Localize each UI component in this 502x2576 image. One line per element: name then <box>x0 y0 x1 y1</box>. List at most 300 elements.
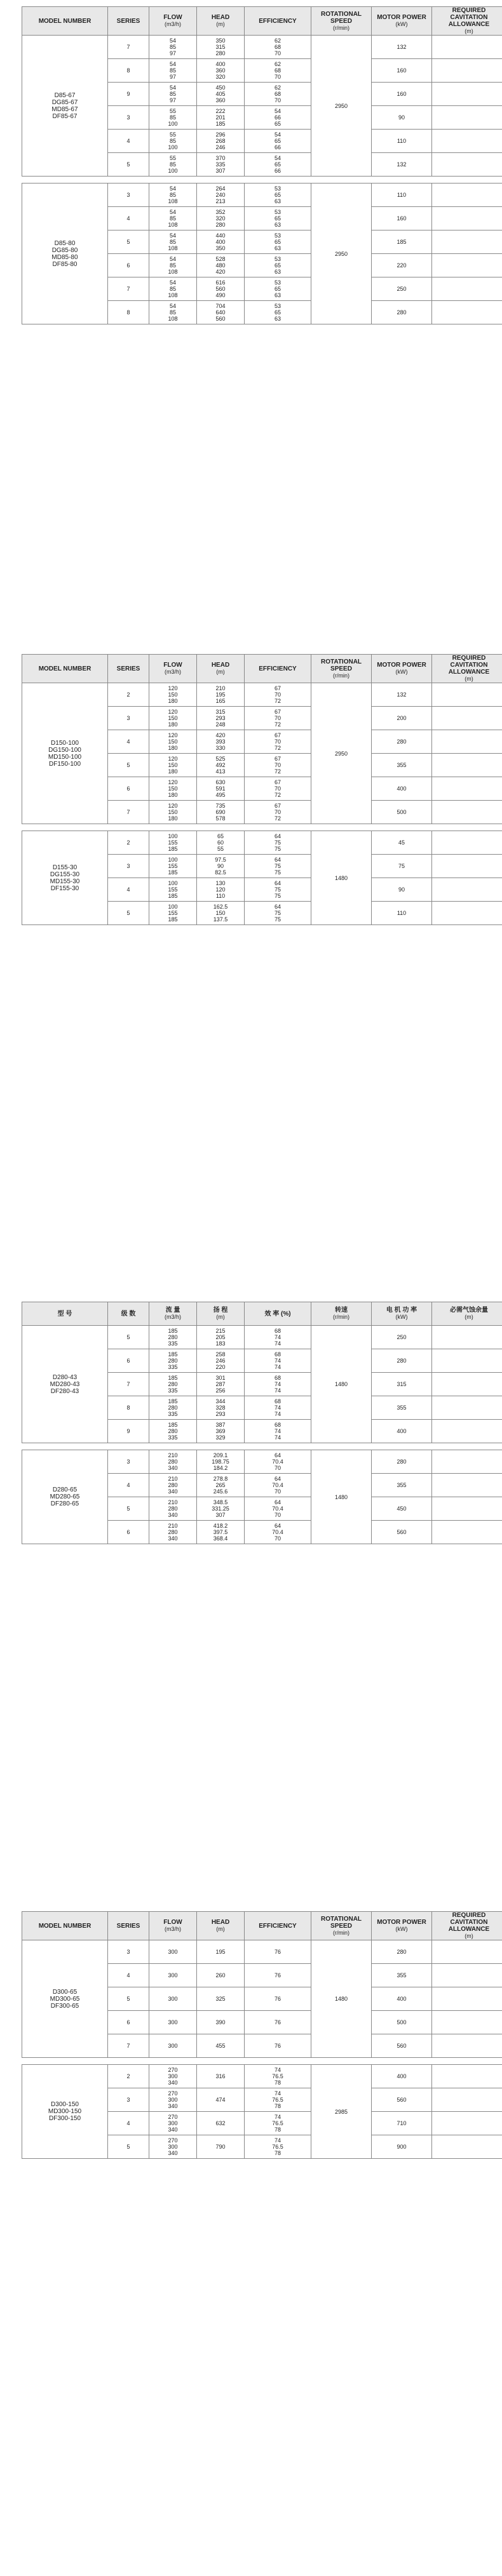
power-cell: 132 <box>372 683 432 707</box>
power-cell: 132 <box>372 153 432 177</box>
series-cell: 7 <box>108 277 149 301</box>
head-cell: 344 328 293 <box>197 1396 245 1420</box>
npsh-cell <box>432 106 502 130</box>
header-model: MODEL NUMBER <box>22 7 108 36</box>
eff-cell: 62 68 70 <box>245 83 311 106</box>
series-cell: 3 <box>108 1450 149 1474</box>
flow-cell: 185 280 335 <box>149 1349 197 1373</box>
table-row <box>22 1450 502 1474</box>
eff-cell: 64 75 75 <box>245 902 311 925</box>
npsh-cell <box>432 1349 502 1373</box>
eff-cell: 68 74 74 <box>245 1420 311 1443</box>
power-cell: 250 <box>372 277 432 301</box>
npsh-cell <box>432 1450 502 1474</box>
header-speed: ROTATIONAL SPEED (r/min) <box>311 655 372 683</box>
header-power: 电 机 功 率 (kW) <box>372 1302 432 1326</box>
series-cell: 9 <box>108 1420 149 1443</box>
eff-cell: 53 65 63 <box>245 277 311 301</box>
flow-cell: 300 <box>149 2034 197 2058</box>
npsh-cell <box>432 2112 502 2135</box>
series-cell: 5 <box>108 754 149 777</box>
eff-cell: 64 75 75 <box>245 855 311 878</box>
head-cell: 352 320 280 <box>197 207 245 230</box>
power-cell: 90 <box>372 106 432 130</box>
power-cell: 200 <box>372 707 432 730</box>
flow-cell: 210 280 340 <box>149 1474 197 1497</box>
flow-cell: 55 85 100 <box>149 130 197 153</box>
eff-cell: 64 70.4 70 <box>245 1521 311 1544</box>
flow-cell: 54 85 108 <box>149 277 197 301</box>
series-cell: 7 <box>108 1373 149 1396</box>
power-cell: 355 <box>372 754 432 777</box>
eff-cell: 53 65 63 <box>245 301 311 324</box>
npsh-cell <box>432 707 502 730</box>
head-cell: 195 <box>197 1940 245 1964</box>
table-3 <box>22 1302 488 1544</box>
power-cell: 355 <box>372 1964 432 1987</box>
npsh-cell <box>432 902 502 925</box>
npsh-cell <box>432 2135 502 2159</box>
flow-cell: 54 85 108 <box>149 301 197 324</box>
npsh-cell <box>432 777 502 801</box>
flow-cell: 120 150 180 <box>149 683 197 707</box>
series-cell: 3 <box>108 184 149 207</box>
head-cell: 370 335 307 <box>197 153 245 177</box>
eff-cell: 64 70.4 70 <box>245 1450 311 1474</box>
head-cell: 450 405 360 <box>197 83 245 106</box>
series-cell: 2 <box>108 2065 149 2088</box>
header-efficiency: EFFICIENCY <box>245 655 311 683</box>
model-cell: D280-43 MD280-43 DF280-43 <box>22 1326 108 1443</box>
power-cell: 185 <box>372 230 432 254</box>
npsh-cell <box>432 801 502 824</box>
flow-cell: 185 280 335 <box>149 1373 197 1396</box>
npsh-cell <box>432 855 502 878</box>
series-cell: 6 <box>108 777 149 801</box>
header-flow: FLOW (m3/h) <box>149 7 197 36</box>
npsh-cell <box>432 1326 502 1349</box>
power-cell: 160 <box>372 59 432 83</box>
npsh-cell <box>432 754 502 777</box>
table-row <box>22 1326 502 1349</box>
eff-cell: 64 70.4 70 <box>245 1497 311 1521</box>
header-power: MOTOR POWER (kW) <box>372 655 432 683</box>
table-row <box>22 2065 502 2088</box>
header-power: MOTOR POWER (kW) <box>372 7 432 36</box>
series-cell: 4 <box>108 2112 149 2135</box>
head-cell: 65 60 55 <box>197 831 245 855</box>
power-cell: 280 <box>372 1450 432 1474</box>
flow-cell: 120 150 180 <box>149 707 197 730</box>
flow-cell: 270 300 340 <box>149 2065 197 2088</box>
npsh-cell <box>432 1521 502 1544</box>
header-head: HEAD (m) <box>197 1912 245 1940</box>
npsh-cell <box>432 730 502 754</box>
series-cell: 6 <box>108 1521 149 1544</box>
npsh-cell <box>432 2011 502 2034</box>
model-cell: D85-67 DG85-67 MD85-67 DF85-67 <box>22 36 108 177</box>
power-cell: 400 <box>372 2065 432 2088</box>
series-cell: 5 <box>108 153 149 177</box>
series-cell: 5 <box>108 2135 149 2159</box>
head-cell: 400 360 320 <box>197 59 245 83</box>
eff-cell: 67 70 72 <box>245 801 311 824</box>
flow-cell: 120 150 180 <box>149 777 197 801</box>
speed-cell: 2950 <box>311 36 372 177</box>
speed-cell: 2950 <box>311 683 372 824</box>
head-cell: 350 315 280 <box>197 36 245 59</box>
flow-cell: 300 <box>149 2011 197 2034</box>
eff-cell: 74 76.5 78 <box>245 2065 311 2088</box>
head-cell: 474 <box>197 2088 245 2112</box>
head-cell: 97.5 90 82.5 <box>197 855 245 878</box>
npsh-cell <box>432 130 502 153</box>
series-cell: 8 <box>108 59 149 83</box>
power-cell: 400 <box>372 1420 432 1443</box>
power-cell: 355 <box>372 1396 432 1420</box>
eff-cell: 74 76.5 78 <box>245 2112 311 2135</box>
eff-cell: 76 <box>245 2034 311 2058</box>
table-row <box>22 36 502 59</box>
npsh-cell <box>432 2065 502 2088</box>
series-cell: 3 <box>108 855 149 878</box>
series-cell: 6 <box>108 254 149 277</box>
npsh-cell <box>432 878 502 902</box>
flow-cell: 185 280 335 <box>149 1396 197 1420</box>
head-cell: 735 690 578 <box>197 801 245 824</box>
series-cell: 7 <box>108 36 149 59</box>
power-cell: 900 <box>372 2135 432 2159</box>
power-cell: 45 <box>372 831 432 855</box>
header-speed: ROTATIONAL SPEED (r/min) <box>311 1912 372 1940</box>
npsh-cell <box>432 1396 502 1420</box>
eff-cell: 54 66 65 <box>245 106 311 130</box>
power-cell: 450 <box>372 1497 432 1521</box>
flow-cell: 54 85 97 <box>149 36 197 59</box>
power-cell: 160 <box>372 83 432 106</box>
flow-cell: 54 85 108 <box>149 254 197 277</box>
npsh-cell <box>432 1420 502 1443</box>
flow-cell: 185 280 335 <box>149 1326 197 1349</box>
series-cell: 6 <box>108 2011 149 2034</box>
head-cell: 390 <box>197 2011 245 2034</box>
power-cell: 710 <box>372 2112 432 2135</box>
speed-cell: 1480 <box>311 1450 372 1544</box>
flow-cell: 120 150 180 <box>149 730 197 754</box>
power-cell: 280 <box>372 301 432 324</box>
header-npsh: REQUIRED CAVITATION ALLOWANCE (m) <box>432 7 502 36</box>
eff-cell: 68 74 74 <box>245 1326 311 1349</box>
power-cell: 110 <box>372 902 432 925</box>
header-efficiency: 效 率 (%) <box>245 1302 311 1326</box>
power-cell: 400 <box>372 777 432 801</box>
npsh-cell <box>432 184 502 207</box>
head-cell: 315 293 248 <box>197 707 245 730</box>
flow-cell: 54 85 108 <box>149 207 197 230</box>
head-cell: 209.1 198.75 184.2 <box>197 1450 245 1474</box>
table-row <box>22 831 502 855</box>
series-cell: 4 <box>108 130 149 153</box>
eff-cell: 64 75 75 <box>245 878 311 902</box>
power-cell: 560 <box>372 1521 432 1544</box>
speed-cell: 2950 <box>311 184 372 324</box>
head-cell: 528 480 420 <box>197 254 245 277</box>
series-cell: 3 <box>108 707 149 730</box>
table-4 <box>22 1911 490 2159</box>
table-row <box>22 184 502 207</box>
head-cell: 325 <box>197 1987 245 2011</box>
npsh-cell <box>432 2034 502 2058</box>
flow-cell: 54 85 97 <box>149 83 197 106</box>
flow-cell: 54 85 108 <box>149 184 197 207</box>
flow-cell: 54 85 108 <box>149 230 197 254</box>
npsh-cell <box>432 1964 502 1987</box>
series-cell: 3 <box>108 1940 149 1964</box>
power-cell: 132 <box>372 36 432 59</box>
power-cell: 75 <box>372 855 432 878</box>
eff-cell: 67 70 72 <box>245 777 311 801</box>
power-cell: 110 <box>372 184 432 207</box>
power-cell: 500 <box>372 801 432 824</box>
head-cell: 387 369 329 <box>197 1420 245 1443</box>
head-cell: 525 492 413 <box>197 754 245 777</box>
header-power: MOTOR POWER (kW) <box>372 1912 432 1940</box>
head-cell: 632 <box>197 2112 245 2135</box>
npsh-cell <box>432 301 502 324</box>
power-cell: 90 <box>372 878 432 902</box>
npsh-cell <box>432 1373 502 1396</box>
head-cell: 420 393 330 <box>197 730 245 754</box>
npsh-cell <box>432 83 502 106</box>
npsh-cell <box>432 153 502 177</box>
eff-cell: 74 76.5 78 <box>245 2135 311 2159</box>
series-cell: 5 <box>108 902 149 925</box>
table-row <box>22 683 502 707</box>
header-head: 扬 程 (m) <box>197 1302 245 1326</box>
flow-cell: 100 155 185 <box>149 902 197 925</box>
header-npsh: REQUIRED CAVITATION ALLOWANCE (m) <box>432 655 502 683</box>
series-cell: 2 <box>108 831 149 855</box>
speed-cell: 2985 <box>311 2065 372 2159</box>
head-cell: 215 205 183 <box>197 1326 245 1349</box>
flow-cell: 120 150 180 <box>149 754 197 777</box>
series-cell: 8 <box>108 1396 149 1420</box>
series-cell: 4 <box>108 730 149 754</box>
flow-cell: 270 300 340 <box>149 2135 197 2159</box>
model-cell: D155-30 DG155-30 MD155-30 DF155-30 <box>22 831 108 925</box>
header-efficiency: EFFICIENCY <box>245 7 311 36</box>
series-cell: 8 <box>108 301 149 324</box>
eff-cell: 53 65 63 <box>245 230 311 254</box>
head-cell: 162.5 150 137.5 <box>197 902 245 925</box>
head-cell: 130 120 110 <box>197 878 245 902</box>
head-cell: 222 201 185 <box>197 106 245 130</box>
power-cell: 500 <box>372 2011 432 2034</box>
flow-cell: 185 280 335 <box>149 1420 197 1443</box>
power-cell: 355 <box>372 1474 432 1497</box>
series-cell: 3 <box>108 2088 149 2112</box>
eff-cell: 76 <box>245 1940 311 1964</box>
power-cell: 560 <box>372 2088 432 2112</box>
head-cell: 296 268 246 <box>197 130 245 153</box>
eff-cell: 68 74 74 <box>245 1373 311 1396</box>
series-cell: 7 <box>108 801 149 824</box>
header-series: 级 数 <box>108 1302 149 1326</box>
header-head: HEAD (m) <box>197 7 245 36</box>
head-cell: 210 195 165 <box>197 683 245 707</box>
header-series: SERIES <box>108 1912 149 1940</box>
header-model: MODEL NUMBER <box>22 1912 108 1940</box>
speed-cell: 1480 <box>311 831 372 925</box>
npsh-cell <box>432 36 502 59</box>
eff-cell: 64 70.4 70 <box>245 1474 311 1497</box>
flow-cell: 270 300 340 <box>149 2088 197 2112</box>
eff-cell: 76 <box>245 1987 311 2011</box>
model-cell: D280-65 MD280-65 DF280-65 <box>22 1450 108 1544</box>
series-cell: 6 <box>108 1349 149 1373</box>
head-cell: 258 246 220 <box>197 1349 245 1373</box>
flow-cell: 120 150 180 <box>149 801 197 824</box>
flow-cell: 100 155 185 <box>149 855 197 878</box>
flow-cell: 55 85 100 <box>149 106 197 130</box>
npsh-cell <box>432 277 502 301</box>
table-1 <box>22 6 490 324</box>
header-flow: FLOW (m3/h) <box>149 1912 197 1940</box>
head-cell: 260 <box>197 1964 245 1987</box>
power-cell: 280 <box>372 1349 432 1373</box>
head-cell: 278.8 265 245.6 <box>197 1474 245 1497</box>
table-2 <box>22 654 490 925</box>
flow-cell: 210 280 340 <box>149 1497 197 1521</box>
series-cell: 5 <box>108 230 149 254</box>
eff-cell: 53 65 63 <box>245 184 311 207</box>
power-cell: 220 <box>372 254 432 277</box>
npsh-cell <box>432 230 502 254</box>
power-cell: 110 <box>372 130 432 153</box>
series-cell: 4 <box>108 1964 149 1987</box>
eff-cell: 67 70 72 <box>245 730 311 754</box>
power-cell: 280 <box>372 1940 432 1964</box>
eff-cell: 68 74 74 <box>245 1349 311 1373</box>
flow-cell: 100 155 185 <box>149 878 197 902</box>
flow-cell: 300 <box>149 1964 197 1987</box>
npsh-cell <box>432 1940 502 1964</box>
eff-cell: 54 65 66 <box>245 153 311 177</box>
npsh-cell <box>432 2088 502 2112</box>
power-cell: 160 <box>372 207 432 230</box>
eff-cell: 53 65 63 <box>245 207 311 230</box>
head-cell: 455 <box>197 2034 245 2058</box>
series-cell: 5 <box>108 1987 149 2011</box>
series-cell: 4 <box>108 207 149 230</box>
eff-cell: 76 <box>245 2011 311 2034</box>
series-cell: 9 <box>108 83 149 106</box>
header-model: 型 号 <box>22 1302 108 1326</box>
eff-cell: 76 <box>245 1964 311 1987</box>
flow-cell: 300 <box>149 1987 197 2011</box>
npsh-cell <box>432 831 502 855</box>
header-series: SERIES <box>108 7 149 36</box>
eff-cell: 67 70 72 <box>245 683 311 707</box>
header-flow: FLOW (m3/h) <box>149 655 197 683</box>
npsh-cell <box>432 207 502 230</box>
head-cell: 616 560 490 <box>197 277 245 301</box>
head-cell: 316 <box>197 2065 245 2088</box>
series-cell: 5 <box>108 1326 149 1349</box>
head-cell: 264 240 213 <box>197 184 245 207</box>
eff-cell: 62 68 70 <box>245 36 311 59</box>
flow-cell: 54 85 97 <box>149 59 197 83</box>
model-cell: D300-65 MD300-65 DF300-65 <box>22 1940 108 2058</box>
flow-cell: 55 85 100 <box>149 153 197 177</box>
npsh-cell <box>432 1497 502 1521</box>
series-cell: 4 <box>108 878 149 902</box>
header-model: MODEL NUMBER <box>22 655 108 683</box>
power-cell: 400 <box>372 1987 432 2011</box>
npsh-cell <box>432 1987 502 2011</box>
eff-cell: 67 70 72 <box>245 707 311 730</box>
npsh-cell <box>432 1474 502 1497</box>
model-cell: D300-150 MD300-150 DF300-150 <box>22 2065 108 2159</box>
series-cell: 7 <box>108 2034 149 2058</box>
speed-cell: 1480 <box>311 1940 372 2058</box>
head-cell: 630 591 495 <box>197 777 245 801</box>
flow-cell: 300 <box>149 1940 197 1964</box>
header-npsh: REQUIRED CAVITATION ALLOWANCE (m) <box>432 1912 502 1940</box>
eff-cell: 67 70 72 <box>245 754 311 777</box>
header-speed: ROTATIONAL SPEED (r/min) <box>311 7 372 36</box>
head-cell: 301 287 256 <box>197 1373 245 1396</box>
head-cell: 348.5 331.25 307 <box>197 1497 245 1521</box>
header-flow: 流 量 (m3/h) <box>149 1302 197 1326</box>
power-cell: 560 <box>372 2034 432 2058</box>
table-row <box>22 1940 502 1964</box>
eff-cell: 62 68 70 <box>245 59 311 83</box>
npsh-cell <box>432 59 502 83</box>
series-cell: 5 <box>108 1497 149 1521</box>
head-cell: 418.2 397.5 368.4 <box>197 1521 245 1544</box>
eff-cell: 54 65 66 <box>245 130 311 153</box>
power-cell: 315 <box>372 1373 432 1396</box>
header-head: HEAD (m) <box>197 655 245 683</box>
model-cell: D150-100 DG150-100 MD150-100 DF150-100 <box>22 683 108 824</box>
series-cell: 2 <box>108 683 149 707</box>
head-cell: 790 <box>197 2135 245 2159</box>
npsh-cell <box>432 683 502 707</box>
eff-cell: 64 75 75 <box>245 831 311 855</box>
eff-cell: 53 65 63 <box>245 254 311 277</box>
speed-cell: 1480 <box>311 1326 372 1443</box>
head-cell: 704 640 560 <box>197 301 245 324</box>
series-cell: 3 <box>108 106 149 130</box>
flow-cell: 100 155 185 <box>149 831 197 855</box>
npsh-cell <box>432 254 502 277</box>
header-efficiency: EFFICIENCY <box>245 1912 311 1940</box>
header-speed: 转速 (r/min) <box>311 1302 372 1326</box>
flow-cell: 270 300 340 <box>149 2112 197 2135</box>
series-cell: 4 <box>108 1474 149 1497</box>
header-series: SERIES <box>108 655 149 683</box>
eff-cell: 74 76.5 78 <box>245 2088 311 2112</box>
eff-cell: 68 74 74 <box>245 1396 311 1420</box>
head-cell: 440 400 350 <box>197 230 245 254</box>
flow-cell: 210 280 340 <box>149 1450 197 1474</box>
flow-cell: 210 280 340 <box>149 1521 197 1544</box>
power-cell: 250 <box>372 1326 432 1349</box>
header-npsh: 必需气蚀余量 (m) <box>432 1302 502 1326</box>
model-cell: D85-80 DG85-80 MD85-80 DF85-80 <box>22 184 108 324</box>
power-cell: 280 <box>372 730 432 754</box>
